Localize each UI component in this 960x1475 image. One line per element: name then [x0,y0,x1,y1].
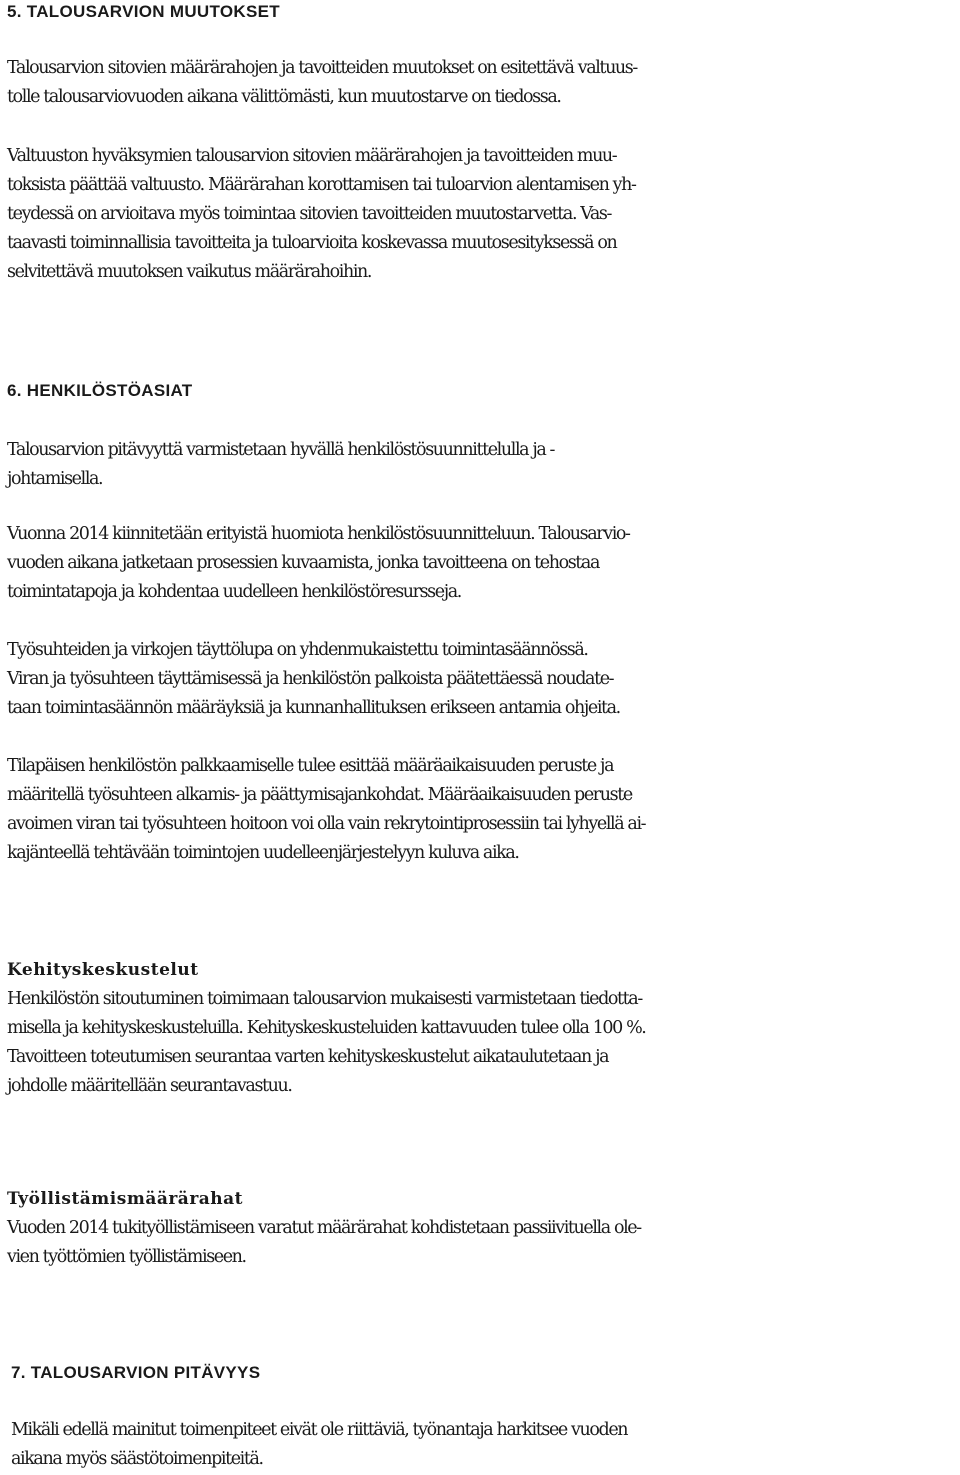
tyollistamismaararahat-heading: Työllistämismäärärahat [7,1189,244,1209]
section-5-paragraph-2 [7,142,953,287]
text-line: Talousarvion sitovien määrärahojen ja tavoitteiden muutokset on esitettävä valtuus- [7,58,637,78]
text-line: taavasti toiminnallisia tavoitteita ja tuloarvioita koskevassa muutosesityksessä on [7,233,617,253]
text-line: Vuoden 2014 tukityöllistämiseen varatut määrärahat kohdistetaan passiivituella ole- [7,1218,641,1238]
section-6-paragraph-4 [7,752,953,868]
section-5-heading: 5. TALOUSARVION MUUTOKSET [7,2,280,21]
section-6-paragraph-3 [7,636,953,723]
text-line: selvitettävä muutoksen vaikutus määrärahoihin. [7,262,372,282]
text-line: misella ja kehityskeskusteluilla. Kehityskeskusteluiden kattavuuden tulee olla 100 %. [7,1018,646,1038]
text-line: toimintatapoja ja kohdentaa uudelleen henkilöstöresursseja. [7,582,461,602]
text-line: Talousarvion pitävyyttä varmistetaan hyvällä henkilöstösuunnittelulla ja - [7,440,555,460]
text-line: toksista päättää valtuusto. Määrärahan korottamisen tai tuloarvion alentamisen yh- [7,175,636,195]
text-line: Mikäli edellä mainitut toimenpiteet eivät ole riittäviä, työnantaja harkitsee vuoden [11,1420,628,1440]
text-line: määritellä työsuhteen alkamis- ja päättymisajankohdat. Määräaikaisuuden peruste [7,785,632,805]
text-line: Vuonna 2014 kiinnitetään erityistä huomiota henkilöstösuunnitteluun. Talousarvio- [7,524,630,544]
text-line: johtamisella. [7,469,103,489]
section-7-paragraph [11,1416,957,1474]
text-line: teydessä on arvioitava myös toimintaa sitovien tavoitteiden muutostarvetta. Vas- [7,204,612,224]
section-5-paragraph-1 [7,54,953,112]
text-line: vuoden aikana jatketaan prosessien kuvaamista, jonka tavoitteena on tehostaa [7,553,599,573]
text-line: kajänteellä tehtävään toimintojen uudelleenjärjestelyyn kuluva aika. [7,843,519,863]
text-line: Viran ja työsuhteen täyttämisessä ja henkilöstön palkoista päätettäessä noudate- [7,669,614,689]
text-line: taan toimintasäännön määräyksiä ja kunnanhallituksen erikseen antamia ohjeita. [7,698,620,718]
section-6-heading: 6. HENKILÖSTÖASIAT [7,381,193,400]
text-line: Valtuuston hyväksymien talousarvion sitovien määrärahojen ja tavoitteiden muu- [7,146,617,166]
section-6-paragraph-1 [7,436,953,494]
kehityskeskustelut-paragraph [7,985,953,1101]
text-line: vien työttömien työllistämiseen. [7,1247,246,1267]
text-line: Henkilöstön sitoutuminen toimimaan talousarvion mukaisesti varmistetaan tiedotta- [7,989,642,1009]
text-line: Työsuhteiden ja virkojen täyttölupa on yhdenmukaistettu toimintasäännössä. [7,640,588,660]
text-line: avoimen viran tai työsuhteen hoitoon voi olla vain rekrytointiprosessiin tai lyhyellä ai- [7,814,646,834]
kehityskeskustelut-heading: Kehityskeskustelut [7,960,199,980]
text-line: johdolle määritellään seurantavastuu. [7,1076,292,1096]
text-line: tolle talousarviovuoden aikana välittömästi, kun muutostarve on tiedossa. [7,87,561,107]
text-line: Tavoitteen toteutumisen seurantaa varten kehityskeskustelut aikataulutetaan ja [7,1047,609,1067]
section-7-heading: 7. TALOUSARVION PITÄVYYS [11,1363,261,1382]
section-6-paragraph-2 [7,520,953,607]
tyollistamismaararahat-paragraph [7,1214,953,1272]
text-line: Tilapäisen henkilöstön palkkaamiselle tulee esittää määräaikaisuuden peruste ja [7,756,614,776]
text-line: aikana myös säästötoimenpiteitä. [11,1449,263,1469]
